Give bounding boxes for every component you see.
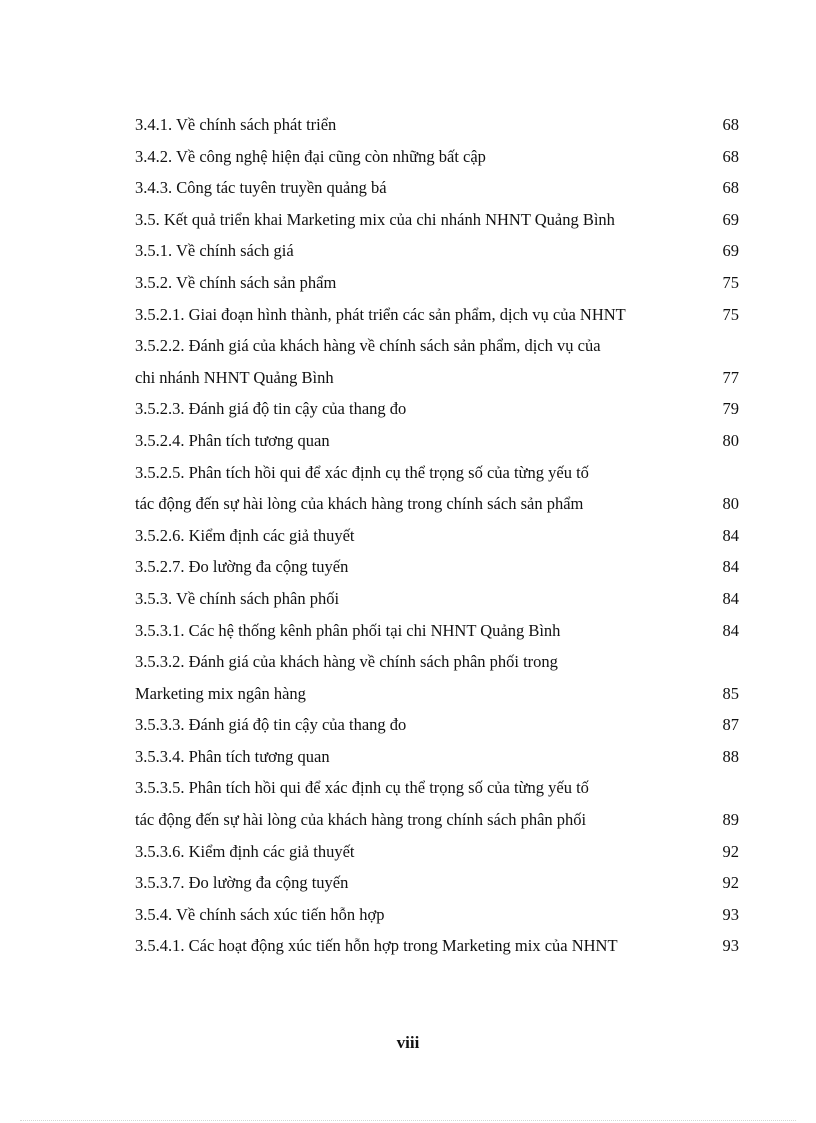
toc-entry bbox=[135, 551, 739, 583]
toc-entry bbox=[135, 772, 739, 804]
toc-entry-title: 3.5.3.4. Phân tích tương quan bbox=[135, 746, 330, 766]
toc-entry bbox=[135, 393, 739, 425]
toc-entry-page: 85 bbox=[722, 683, 739, 703]
toc-entry-title: 3.5.3.5. Phân tích hồi qui để xác định cụ thể trọng số của từng yếu tố bbox=[135, 778, 589, 798]
toc-entry-page: 84 bbox=[722, 620, 739, 640]
toc-entry-title: 3.5.4.1. Các hoạt động xúc tiến hỗn hợp trong Marketing mix của NHNT bbox=[135, 936, 618, 956]
toc-entry-title: 3.5.3.2. Đánh giá của khách hàng về chính sách phân phối trong bbox=[135, 652, 558, 672]
toc-entry-page: 80 bbox=[722, 494, 739, 514]
toc-entry-page: 75 bbox=[722, 272, 739, 292]
toc-entry bbox=[135, 457, 739, 489]
toc-entry-title: 3.5.2.7. Đo lường đa cộng tuyến bbox=[135, 557, 349, 577]
toc-entry-page: 79 bbox=[722, 399, 739, 419]
toc-entry-title: 3.5.2.1. Giai đoạn hình thành, phát triển các sản phẩm, dịch vụ của NHNT bbox=[135, 304, 626, 324]
toc-entry-page: 68 bbox=[722, 115, 739, 134]
toc-entry-title: 3.5.3.3. Đánh giá độ tin cậy của thang đo bbox=[135, 715, 407, 735]
toc-entry-title: 3.4.3. Công tác tuyên truyền quảng bá bbox=[135, 178, 387, 198]
toc-entry-title: tác động đến sự hài lòng của khách hàng trong chính sách phân phối bbox=[135, 810, 587, 830]
toc-entry bbox=[135, 741, 739, 773]
toc-entry bbox=[135, 204, 739, 236]
toc-entry-page: 68 bbox=[722, 178, 739, 198]
toc-entry bbox=[135, 709, 739, 741]
toc-entry-title: 3.5.1. Về chính sách giá bbox=[135, 241, 294, 261]
page-edge-divider bbox=[20, 1120, 796, 1121]
page-number: viii bbox=[396, 1033, 420, 1052]
toc-entry-title: 3.4.2. Về công nghệ hiện đại cũng còn những bất cập bbox=[135, 146, 486, 166]
toc-entry-page: 80 bbox=[722, 430, 739, 450]
toc-entry-page: 68 bbox=[722, 146, 739, 166]
toc-entry-title: 3.4.1. Về chính sách phát triển bbox=[135, 115, 337, 134]
toc-entry bbox=[135, 646, 739, 678]
toc-entry-page: 93 bbox=[722, 936, 739, 956]
toc-entry-title: 3.5.2.2. Đánh giá của khách hàng về chính sách sản phẩm, dịch vụ của bbox=[135, 336, 601, 356]
toc-entry bbox=[135, 299, 739, 331]
toc-entry-page: 84 bbox=[722, 588, 739, 608]
toc-entry-title: 3.5.2.3. Đánh giá độ tin cậy của thang đo bbox=[135, 399, 407, 419]
toc-entry-title: 3.5.2.6. Kiểm định các giả thuyết bbox=[135, 525, 355, 545]
toc-entry-title: tác động đến sự hài lòng của khách hàng trong chính sách sản phẩm bbox=[135, 494, 584, 514]
toc-entry bbox=[135, 172, 739, 204]
toc-entry bbox=[135, 267, 739, 299]
toc-entry-title: 3.5.2.4. Phân tích tương quan bbox=[135, 430, 330, 450]
toc-entry-title: 3.5. Kết quả triển khai Marketing mix của chi nhánh NHNT Quảng Bình bbox=[135, 209, 615, 229]
toc-entry bbox=[135, 488, 739, 520]
toc-entry-page: 92 bbox=[722, 873, 739, 893]
toc-entry bbox=[135, 109, 739, 141]
toc-entry-page: 87 bbox=[722, 715, 739, 735]
toc-entry-page: 84 bbox=[722, 557, 739, 577]
toc-entry bbox=[135, 615, 739, 647]
toc-entry-title: 3.5.3.6. Kiểm định các giả thuyết bbox=[135, 841, 355, 861]
toc-entry-page: 84 bbox=[722, 525, 739, 545]
toc-entry bbox=[135, 583, 739, 615]
toc-entry-page: 88 bbox=[722, 746, 739, 766]
toc-entry-page: 77 bbox=[722, 367, 739, 387]
toc-entry-page: 69 bbox=[722, 209, 739, 229]
toc-entry bbox=[135, 362, 739, 394]
toc-entry bbox=[135, 235, 739, 267]
toc-entry bbox=[135, 425, 739, 457]
table-of-contents bbox=[135, 109, 739, 962]
toc-entry-title: Marketing mix ngân hàng bbox=[135, 683, 306, 703]
toc-entry-title: 3.5.3.1. Các hệ thống kênh phân phối tại chi NHNT Quảng Bình bbox=[135, 620, 561, 640]
toc-entry-title: 3.5.2.5. Phân tích hồi qui để xác định cụ thể trọng số của từng yếu tố bbox=[135, 462, 589, 482]
toc-entry-page: 75 bbox=[722, 304, 739, 324]
toc-entry bbox=[135, 141, 739, 173]
toc-entry bbox=[135, 899, 739, 931]
toc-entry-page: 93 bbox=[722, 904, 739, 924]
toc-entry-title: 3.5.3.7. Đo lường đa cộng tuyến bbox=[135, 873, 349, 893]
toc-entry-page: 69 bbox=[722, 241, 739, 261]
toc-entry bbox=[135, 867, 739, 899]
toc-entry bbox=[135, 804, 739, 836]
toc-entry-title: 3.5.2. Về chính sách sản phẩm bbox=[135, 272, 337, 292]
toc-entry-title: 3.5.4. Về chính sách xúc tiến hỗn hợp bbox=[135, 904, 385, 924]
toc-entry bbox=[135, 930, 739, 962]
toc-entry bbox=[135, 678, 739, 710]
toc-entry-title: chi nhánh NHNT Quảng Bình bbox=[135, 367, 334, 387]
toc-entry bbox=[135, 520, 739, 552]
toc-entry-page: 89 bbox=[722, 810, 739, 830]
toc-entry-page: 92 bbox=[722, 841, 739, 861]
toc-entry bbox=[135, 836, 739, 868]
toc-entry bbox=[135, 330, 739, 362]
toc-entry-title: 3.5.3. Về chính sách phân phối bbox=[135, 588, 340, 608]
